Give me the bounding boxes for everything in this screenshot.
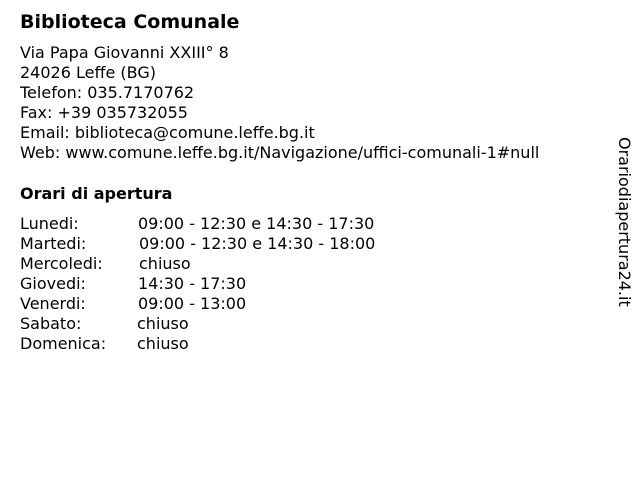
- time-value: 09:00 - 12:30 e 14:30 - 18:00: [139, 234, 376, 253]
- time-value: chiuso: [137, 314, 189, 333]
- time-value: 09:00 - 12:30 e 14:30 - 17:30: [138, 214, 375, 233]
- day-label: Sabato:: [20, 314, 82, 333]
- address-city: 24026 Leffe (BG): [20, 63, 156, 82]
- day-label: Domenica:: [20, 334, 107, 353]
- address-street: Via Papa Giovanni XXIII° 8: [20, 43, 229, 62]
- day-label: Giovedi:: [20, 274, 86, 293]
- phone-number: Telefon: 035.7170762: [20, 83, 195, 102]
- watermark-text: Orariodiapertura24.it: [615, 137, 634, 307]
- day-label: Lunedi:: [20, 214, 79, 233]
- email-address: Email: biblioteca@comune.leffe.bg.it: [20, 123, 315, 142]
- time-value: 09:00 - 13:00: [138, 294, 247, 313]
- day-label: Mercoledi:: [20, 254, 103, 273]
- time-value: 14:30 - 17:30: [138, 274, 247, 293]
- website-url: Web: www.comune.leffe.bg.it/Navigazione/uffici-comunali-1#null: [20, 143, 540, 162]
- page-title: Biblioteca Comunale: [20, 11, 240, 33]
- day-label: Martedi:: [20, 234, 87, 253]
- day-label: Venerdi:: [20, 294, 86, 313]
- fax-number: Fax: +39 035732055: [20, 103, 188, 122]
- time-value: chiuso: [139, 254, 191, 273]
- site-watermark: [612, 134, 636, 310]
- opening-hours-heading: Orari di apertura: [20, 184, 173, 203]
- time-value: chiuso: [137, 334, 189, 353]
- contact-info: [20, 43, 539, 163]
